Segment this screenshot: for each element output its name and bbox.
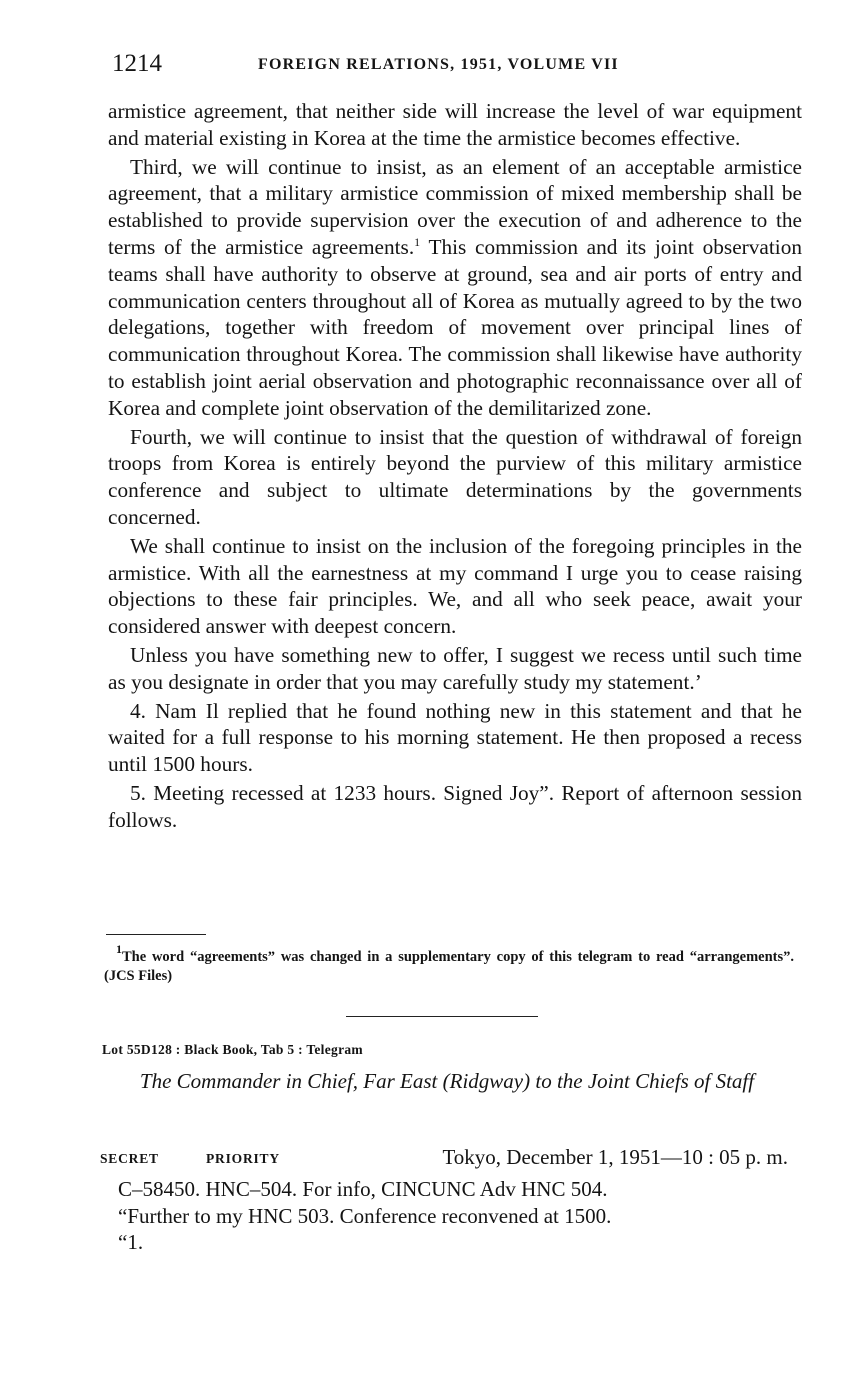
running-title: FOREIGN RELATIONS, 1951, VOLUME VII — [258, 56, 619, 73]
telegram-line-3: “1. — [118, 1230, 144, 1254]
footnote-marker: 1 — [116, 942, 122, 956]
section-divider — [346, 1016, 538, 1017]
telegram-line-2: “Further to my HNC 503. Conference reconvened at 1500. — [118, 1203, 612, 1228]
paragraph-principles: We shall continue to insist on the inclusion of the foregoing principles in the armistice. With all the earnestness at my command I urge you to cease raising objections to these fair principles. We, and all who seek peace, await your considered answer with deepest concern. — [108, 533, 802, 639]
classification-label: SECRET — [100, 1151, 159, 1166]
running-head — [112, 50, 802, 80]
priority-label: PRIORITY — [206, 1151, 280, 1166]
page-number: 1214 — [112, 50, 162, 77]
place-date: Tokyo, December 1, 1951—10 : 05 p. m. — [442, 1145, 788, 1169]
paragraph-third-point — [108, 154, 802, 422]
paragraph-recess-proposal: Unless you have something new to offer, I suggest we recess until such time as you designate in order that you may carefully study my statement.’ — [108, 642, 802, 694]
paragraph-item-4: 4. Nam Il replied that he found nothing new in this statement and that he waited for a full response to his morning statement. He then proposed a recess until 1500 hours. — [108, 698, 802, 777]
dateline — [100, 1145, 792, 1175]
source-citation: Lot 55D128 : Black Book, Tab 5 : Telegram — [102, 1042, 363, 1057]
body-text — [108, 98, 802, 836]
footnote-reference: 1 — [414, 234, 421, 249]
paragraph-third-point-text-b: This commission and its joint observation teams shall have authority to observe at ground, sea and air ports of entry and communication centers throughout all of Korea as mutually agreed to by the two delegations, together with freedom of movement over principal lines of communication throughout Korea. The commission shall likewise have authority to establish joint aerial observation and photographic reconnaissance over all of Korea and complete joint observation of the demilitarized zone. — [108, 234, 802, 420]
telegram-opening — [118, 1176, 798, 1256]
paragraph-third-point-text-a: Third, we will continue to insist, as an element of an acceptable armistice agreement, that a military armistice commission of mixed membership shall be established to provide supervision over the execution of and adherence to the terms of the armistice agreements. — [108, 154, 802, 259]
paragraph-fourth-point: Fourth, we will continue to insist that the question of withdrawal of foreign troops from Korea is entirely beyond the purview of this military armistice conference and subject to ultimate determinations by the governments concerned. — [108, 424, 802, 529]
footnote — [104, 942, 794, 986]
footnote-divider — [106, 934, 206, 935]
document-title: The Commander in Chief, Far East (Ridgway) to the Joint Chiefs of Staff — [139, 1069, 755, 1093]
paragraph-continuation: armistice agreement, that neither side will increase the level of war equipment and material existing in Korea at the time the armistice becomes effective. — [108, 99, 802, 150]
telegram-line-1: C–58450. HNC–504. For info, CINCUNC Adv HNC 504. — [118, 1177, 608, 1201]
footnote-text: The word “agreements” was changed in a supplementary copy of this telegram to read “arrangements”. (JCS Files) — [104, 949, 794, 984]
paragraph-item-5: 5. Meeting recessed at 1233 hours. Signed Joy”. Report of afternoon session follows. — [108, 780, 802, 832]
